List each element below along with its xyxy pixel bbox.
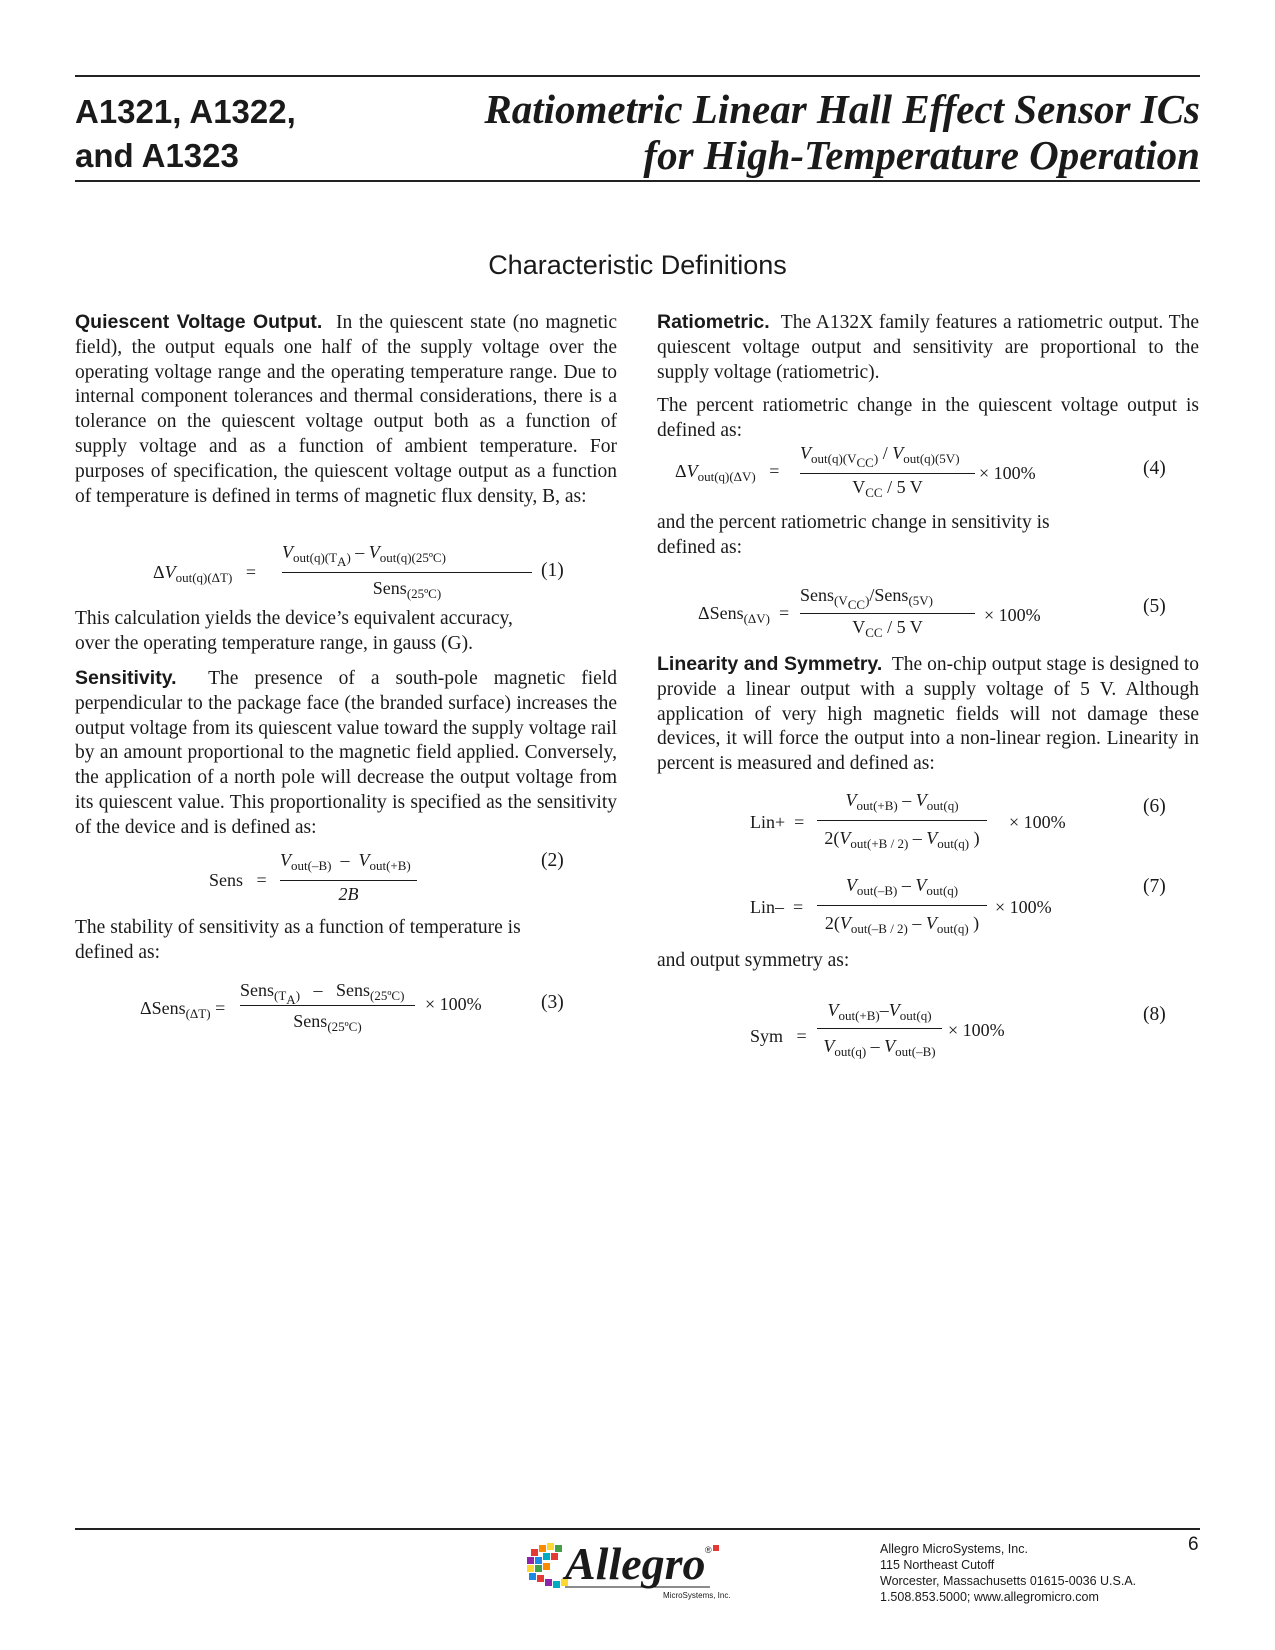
document-title (484, 86, 1200, 178)
equation-2: Sens = $V_{out(-B)} - V_{out(+B)}$ 2B (75, 848, 615, 908)
eq2-equals: = (256, 870, 267, 890)
equation-5-number: (5) (1143, 596, 1166, 617)
linearity-lead: Linearity and Symmetry. (657, 653, 883, 675)
equation-1: $\Delta V_{out(q)(\Delta T)}$ = $V_{out(q)(T_A)} - V_{out(q)(25ºC)}$ Sens$_{(25ºC)}$ (75, 540, 615, 610)
part-numbers (75, 90, 296, 178)
linearity-paragraph (657, 652, 1199, 777)
header-top-rule (75, 75, 1200, 77)
footer-address (880, 1541, 1136, 1605)
equation-4: $\Delta V_{out(q)(\Delta V)}$ = $V_{out(q)(V_{CC})} / V_{out(q)(5V)}$ $V_{CC} / 5$ V × 100% (675, 443, 1036, 500)
quiescent-body: In the quiescent state (no magnetic field), the output equals one half of the supply voltage over the operating voltage range and the operating temperature range. Due to internal component tolerances and thermal considerations, there is a tolerance on the quiescent voltage output both as a function of supply voltage and as a function of ambient temperature. For purposes of specification, the quiescent voltage output as a function of temperature is defined in terms of magnetic flux density, B, as: (75, 312, 617, 507)
equation-4-number: (4) (1143, 458, 1166, 479)
sensitivity-body: The presence of a south-pole magnetic field perpendicular to the package face (the branded surface) increases the output voltage from its quiescent value toward the supply voltage rail by an amount proportional to the magnetic field applied. Conversely, the application of a north pole will decrease the output voltage from its quiescent value. This proportionality is specified as the sensitivity of the device and is defined as: (75, 668, 617, 838)
page-number: 6 (1188, 1534, 1199, 1555)
eq6-lin-plus: Lin+ (750, 812, 786, 832)
eq7-lin-minus: Lin– (750, 897, 784, 917)
footer-company: Allegro MicroSystems, Inc. (880, 1542, 1028, 1556)
quiescent-paragraph (75, 310, 617, 509)
logo-wordmark: Allegro (565, 1538, 706, 1589)
ratiometric-lead: Ratiometric. (657, 311, 770, 333)
eq8-times: × 100% (948, 1020, 1005, 1040)
eq7-times: × 100% (995, 897, 1052, 917)
symmetry-intro: and output symmetry as: (657, 950, 850, 971)
sensitivity-lead: Sensitivity. (75, 667, 177, 689)
part-line-1: A1321, A1322, (75, 93, 296, 130)
footer-rule (75, 1528, 1200, 1530)
quiescent-lead: Quiescent Voltage Output. (75, 311, 323, 333)
equation-7: Lin– = $V_{out(-B)} - V_{out(q)}$ $2(V_{out(-B / 2)} - V_{out(q)}$ ) × 100% (750, 875, 1052, 936)
ratiometric-percent-intro: The percent ratiometric change in the quiescent voltage output is defined as: (657, 395, 1199, 441)
allegro-logo-graphic (525, 1535, 755, 1605)
ratiometric-body: The A132X family features a ratiometric output. The quiescent voltage output and sensitivity are proportional to the supply voltage (ratiometric). (657, 312, 1199, 383)
title-line-1: Ratiometric Linear Hall Effect Sensor ICs (484, 86, 1200, 132)
eq2-sens: Sens (209, 870, 244, 890)
stability-text: The stability of sensitivity as a function of temperature is defined as: (75, 917, 521, 963)
equation-1-number: (1) (541, 560, 564, 581)
eq6-times: × 100% (1009, 812, 1066, 832)
eq3-times: × 100% (425, 994, 482, 1014)
sensitivity-paragraph (75, 666, 617, 841)
eq2-2b: 2B (338, 884, 359, 904)
header-bottom-rule (75, 180, 1200, 182)
logo-color-grid (527, 1543, 568, 1588)
footer-city: Worcester, Massachusetts 01615-0036 U.S.A. (880, 1574, 1137, 1588)
quiescent-after: This calculation yields the device’s equivalent accuracy, over the operating temperature range, in gauss (G). (75, 608, 513, 654)
equation-8: Sym = $V_{out(+B)}-V_{out(q)}$ $V_{out(q)} - V_{out(-B)}$ × 100% (750, 1000, 1005, 1059)
eq8-sym: Sym (750, 1026, 784, 1046)
eq7-equals: = (793, 897, 804, 917)
eq5-times: × 100% (984, 605, 1041, 625)
logo-subtitle: MicroSystems, Inc. (663, 1591, 731, 1600)
equation-8-number: (8) (1143, 1004, 1166, 1025)
equation-3-number: (3) (541, 992, 564, 1013)
ratiometric-sens-intro: and the percent ratiometric change in sensitivity is defined as: (657, 512, 1050, 558)
equation-6: Lin+ = $V_{out(+B)} - V_{out(q)}$ $2(V_{out(+B / 2)} - V_{out(q)}$ ) × 100% (750, 790, 1066, 851)
section-title: Characteristic Definitions (488, 250, 787, 280)
allegro-logo (525, 1535, 755, 1605)
equation-3: ΔSens$_{(\Delta T)}$ = Sens$_{(T_A)}$ – Sens$_{(25ºC)}$ Sens$_{(25ºC)}$ × 100% (140, 980, 482, 1034)
footer-contact: 1.508.853.5000; www.allegromicro.com (880, 1590, 1099, 1604)
logo-registered: ® (705, 1545, 712, 1555)
part-line-2: and A1323 (75, 137, 239, 174)
title-line-2: for High-Temperature Operation (643, 132, 1200, 178)
equation-7-number: (7) (1143, 876, 1166, 897)
logo-accent-square (713, 1545, 719, 1551)
equation-2-number: (2) (541, 850, 564, 871)
linearity-body: The on-chip output stage is designed to provide a linear output with a supply voltage of 5 V. Although application of very high magnetic fields will not damage these devices, it will force the output into a non-linear region. Linearity in percent is measured and defined as: (657, 654, 1199, 775)
eq1-sens: Sens (372, 578, 407, 598)
ratiometric-paragraph (657, 310, 1199, 385)
eq6-equals: = (794, 812, 805, 832)
eq8-equals: = (796, 1026, 807, 1046)
eq4-times: × 100% (979, 463, 1036, 483)
equation-6-number: (6) (1143, 796, 1166, 817)
footer-street: 115 Northeast Cutoff (880, 1558, 995, 1572)
equation-5: ΔSens$_{(\Delta V)}$ = Sens$_{(V_{CC})}$/Sens$_{(5V)}$ $V_{CC} / 5$ V × 100% (698, 585, 1041, 640)
